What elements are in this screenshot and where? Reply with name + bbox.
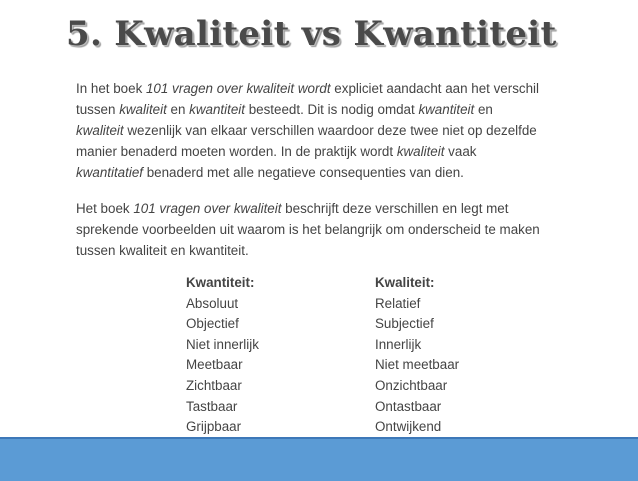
- kwantiteit-item: Tastbaar: [186, 398, 238, 414]
- text-run: en: [474, 102, 493, 117]
- text-run: beschrijft deze verschillen en legt met: [281, 201, 509, 216]
- italic-text: kwantiteit: [189, 102, 245, 117]
- text-run: wezenlijk van elkaar verschillen waardoor deze twee niet op dezelfde: [123, 123, 537, 138]
- kwaliteit-item: Subjectief: [375, 316, 434, 332]
- text-run: Het boek: [76, 201, 134, 216]
- italic-text: kwantiteit: [418, 102, 475, 117]
- text-run: expliciet aandacht aan het verschil: [330, 81, 540, 96]
- kwantiteit-item: Meetbaar: [186, 357, 243, 373]
- italic-text: 101 vragen over kwaliteit wordt: [145, 81, 331, 96]
- text-run: benaderd met alle negatieve consequenties van dien.: [143, 165, 464, 180]
- italic-text: kwaliteit: [396, 144, 445, 159]
- kwantiteit-item: Niet innerlijk: [186, 336, 259, 352]
- paragraph-line: [76, 219, 596, 240]
- text-run: vaak: [444, 144, 477, 159]
- text-run: In het boek: [76, 81, 146, 96]
- italic-text: 101 vragen over kwaliteit: [133, 201, 282, 216]
- kwaliteit-item: Onzichtbaar: [375, 377, 448, 393]
- text-run: tussen: [76, 102, 120, 117]
- slide-title: 5. Kwaliteit vs Kwantiteit: [66, 14, 557, 54]
- text-run: sprekende voorbeelden uit waarom is het belangrijk om onderscheid te maken: [76, 222, 540, 237]
- paragraph-line: [76, 240, 596, 261]
- text-run: manier benaderd moeten worden. In de praktijk wordt: [76, 144, 397, 159]
- italic-text: kwaliteit: [76, 123, 124, 138]
- kwantiteit-item: Objectief: [186, 316, 239, 332]
- italic-text: kwantitatief: [76, 165, 143, 180]
- paragraph-line: [76, 198, 596, 219]
- description-paragraph: [76, 198, 596, 261]
- paragraph-line: [76, 78, 596, 99]
- paragraph-line: [76, 99, 596, 120]
- kwaliteit-column: [375, 273, 459, 438]
- kwaliteit-item: Ontastbaar: [375, 398, 442, 414]
- kwantiteit-item: Grijpbaar: [186, 419, 242, 435]
- kwaliteit-item: Relatief: [375, 295, 421, 311]
- italic-text: kwaliteit: [119, 102, 167, 117]
- paragraph-line: [76, 162, 596, 183]
- kwantiteit-heading: Kwantiteit:: [186, 275, 255, 290]
- footer-bar: [0, 437, 638, 481]
- text-run: en: [166, 102, 190, 117]
- text-run: tussen kwaliteit en kwantiteit.: [76, 243, 249, 258]
- kwantiteit-item: Zichtbaar: [186, 377, 242, 393]
- kwantiteit-column: [186, 273, 259, 438]
- kwaliteit-item: Ontwijkend: [375, 419, 442, 435]
- kwaliteit-heading: Kwaliteit:: [375, 275, 435, 290]
- kwantiteit-item: Absoluut: [186, 295, 239, 311]
- kwaliteit-item: Innerlijk: [375, 336, 422, 352]
- kwaliteit-item: Niet meetbaar: [375, 357, 460, 373]
- paragraph-line: [76, 120, 596, 141]
- paragraph-line: [76, 141, 596, 162]
- intro-paragraph: [76, 78, 596, 183]
- text-run: besteedt. Dit is nodig omdat: [245, 102, 419, 117]
